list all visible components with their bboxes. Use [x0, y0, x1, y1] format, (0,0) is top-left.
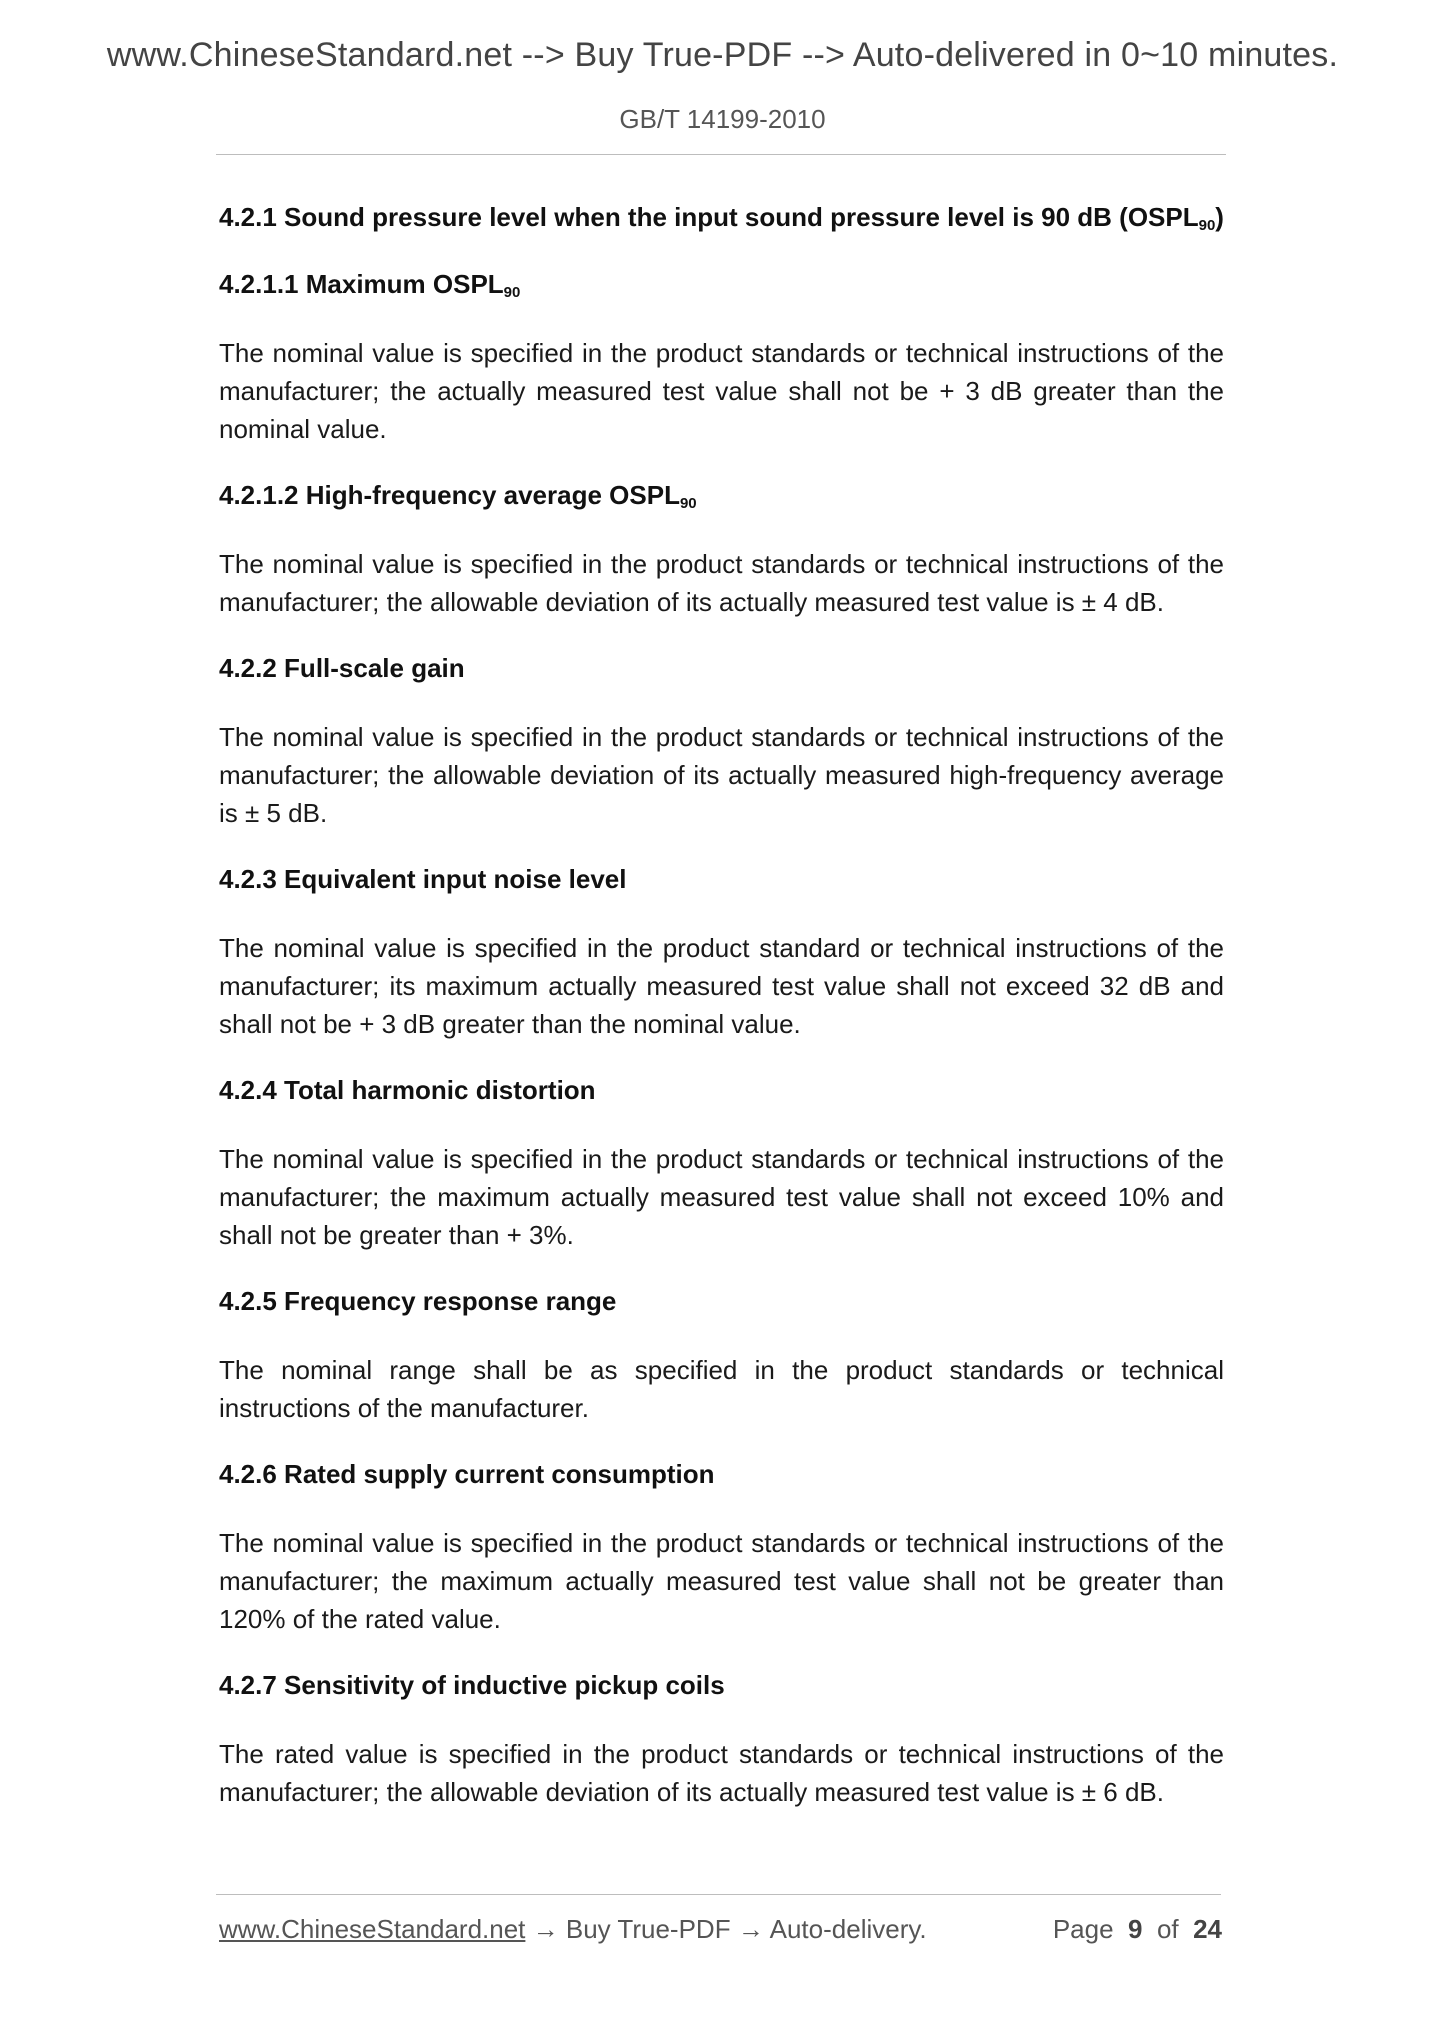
top-banner[interactable]: www.ChineseStandard.net --> Buy True-PDF --> Auto-delivered in 0~10 minutes.: [106, 36, 1339, 74]
section-4-2-7: [219, 1668, 1224, 1811]
total-pages-number: 24: [1193, 1914, 1222, 1944]
section-paragraph: The nominal value is specified in the product standard or technical instructions of the manufacturer; its maximum actually measured test value shall not exceed 32 dB and shall not be + 3 dB greater than the nominal value.: [219, 933, 1224, 1039]
section-heading: 4.2.5 Frequency response range: [219, 1286, 617, 1316]
section-paragraph: The nominal value is specified in the product standards or technical instructions of the manufacturer; the maximum actually measured test value shall not be greater than 120% of the rated value.: [219, 1528, 1224, 1634]
section-4-2-4: [219, 1073, 1224, 1254]
page-indicator: Page 9 of 24: [1052, 1914, 1222, 1944]
header-divider: [216, 154, 1226, 155]
page-footer: [219, 1914, 1222, 1945]
footer-site-link[interactable]: www.ChineseStandard.net: [219, 1914, 526, 1944]
section-paragraph: The nominal range shall be as specified in the product standards or technical instructions of the manufacturer.: [219, 1355, 1224, 1423]
section-heading: 4.2.1.2 High-frequency average $OSPL_{90}$: [219, 480, 697, 512]
section-paragraph: The rated value is specified in the product standards or technical instructions of the manufacturer; the allowable deviation of its actually measured test value is ± 6 dB.: [219, 1739, 1224, 1807]
section-heading: 4.2.4 Total harmonic distortion: [219, 1075, 596, 1105]
section-4-2-1: [219, 200, 1224, 234]
section-4-2-3: [219, 862, 1224, 1043]
section-paragraph: The nominal value is specified in the product standards or technical instructions of the manufacturer; the actually measured test value shall not be + 3 dB greater than the nominal value.: [219, 338, 1224, 444]
section-4-2-2: [219, 651, 1224, 832]
section-heading: 4.2.6 Rated supply current consumption: [219, 1459, 715, 1489]
section-heading: 4.2.2 Full-scale gain: [219, 653, 465, 683]
section-4-2-1-2: [219, 478, 1224, 621]
section-heading: 4.2.7 Sensitivity of inductive pickup coils: [219, 1670, 725, 1700]
arrow-right-icon: →: [532, 1914, 559, 1944]
section-paragraph: The nominal value is specified in the product standards or technical instructions of the manufacturer; the maximum actually measured test value shall not exceed 10% and shall not be greater than + 3%.: [219, 1144, 1224, 1250]
current-page-number: 9: [1128, 1914, 1143, 1944]
footer-buy-text: Buy True-PDF: [565, 1914, 731, 1944]
section-heading: 4.2.1 Sound pressure level when the input sound pressure level is 90 dB $(OSPL_{90})$: [219, 202, 1224, 234]
footer-delivery-text: Auto-delivery.: [769, 1914, 927, 1944]
section-heading: 4.2.3 Equivalent input noise level: [219, 864, 627, 894]
section-4-2-1-1: [219, 267, 1224, 448]
document-code: GB/T 14199-2010: [619, 104, 826, 134]
section-4-2-6: [219, 1457, 1224, 1638]
document-body: [219, 200, 1224, 1811]
section-paragraph: The nominal value is specified in the product standards or technical instructions of the manufacturer; the allowable deviation of its actually measured high-frequency average is ± 5 dB.: [219, 722, 1224, 828]
footer-divider: [216, 1894, 1221, 1895]
arrow-right-icon: →: [737, 1914, 764, 1944]
section-paragraph: The nominal value is specified in the product standards or technical instructions of the manufacturer; the allowable deviation of its actually measured test value is ± 4 dB.: [219, 549, 1224, 617]
section-4-2-5: [219, 1284, 1224, 1427]
section-heading: 4.2.1.1 Maximum $OSPL_{90}$: [219, 269, 521, 301]
